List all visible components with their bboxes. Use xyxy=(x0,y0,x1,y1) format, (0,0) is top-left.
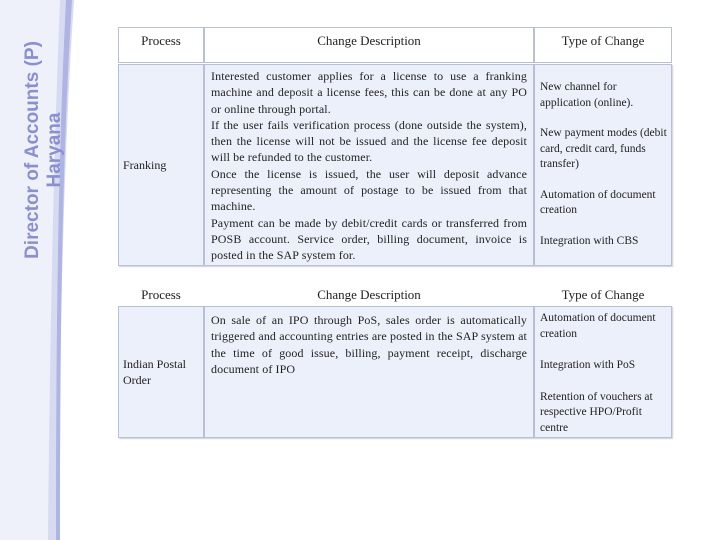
table2-process-label: Indian Postal Order xyxy=(123,356,186,387)
table1-type-item: Integration with CBS xyxy=(540,234,639,247)
table2-type-item: Automation of document creation xyxy=(540,312,656,340)
table1-type-cell xyxy=(534,64,672,266)
table1-description-line: Payment can be made by debit/credit cards or transferred from POSB account. Service order, billing document, invoice is posted in the SAP system for. xyxy=(211,215,527,263)
table1-description-line: Interested customer applies for a license to use a franking machine and deposit a license fees, this can be done at any PO or online through portal. xyxy=(211,69,527,116)
sidebar-band xyxy=(0,0,80,540)
table2-type-cell xyxy=(534,306,672,438)
table1-description-line: Once the license is issued, the user will deposit advance representing the amount of postage to be issued from that machine. xyxy=(211,166,527,214)
table2-type-item: Retention of vouchers at respective HPO/Profit centre xyxy=(540,390,653,434)
organization-title-line1: Director of Accounts (P) xyxy=(22,41,43,259)
table1-description-cell xyxy=(204,64,534,266)
table1-header-change-description: Change Description xyxy=(204,27,534,63)
table1-type-item: New channel for application (online). xyxy=(540,81,634,109)
organization-title-line2: Haryana xyxy=(44,112,65,188)
table1-process-label: Franking xyxy=(123,157,167,172)
table2-description-text: On sale of an IPO through PoS, sales order is automatically triggered and accounting entries are posted in the SAP system at the time of good issue, billing, payment receipt, discharge document of IPO xyxy=(211,313,527,376)
table2-header-process: Process xyxy=(141,287,181,302)
table1-type-item: New payment modes (debit card, credit card, funds transfer) xyxy=(540,127,667,170)
organization-title xyxy=(22,41,66,259)
table1-header-process: Process xyxy=(118,27,204,63)
table1-description-line: If the user fails verification process (done outside the system), then the license will not be issued and the license fee deposit will be refunded to the customer. xyxy=(211,117,527,165)
table2-type-item: Integration with PoS xyxy=(540,359,636,371)
table2-description-cell xyxy=(204,306,534,438)
table2-header-type-of-change: Type of Change xyxy=(561,287,645,302)
table1-process-cell xyxy=(118,64,204,266)
table1-header-type-of-change: Type of Change xyxy=(534,27,672,63)
table1-type-item: Automation of document creation xyxy=(540,188,656,216)
table2-header-change-description: Change Description xyxy=(317,287,421,302)
table2-process-cell xyxy=(118,306,204,438)
